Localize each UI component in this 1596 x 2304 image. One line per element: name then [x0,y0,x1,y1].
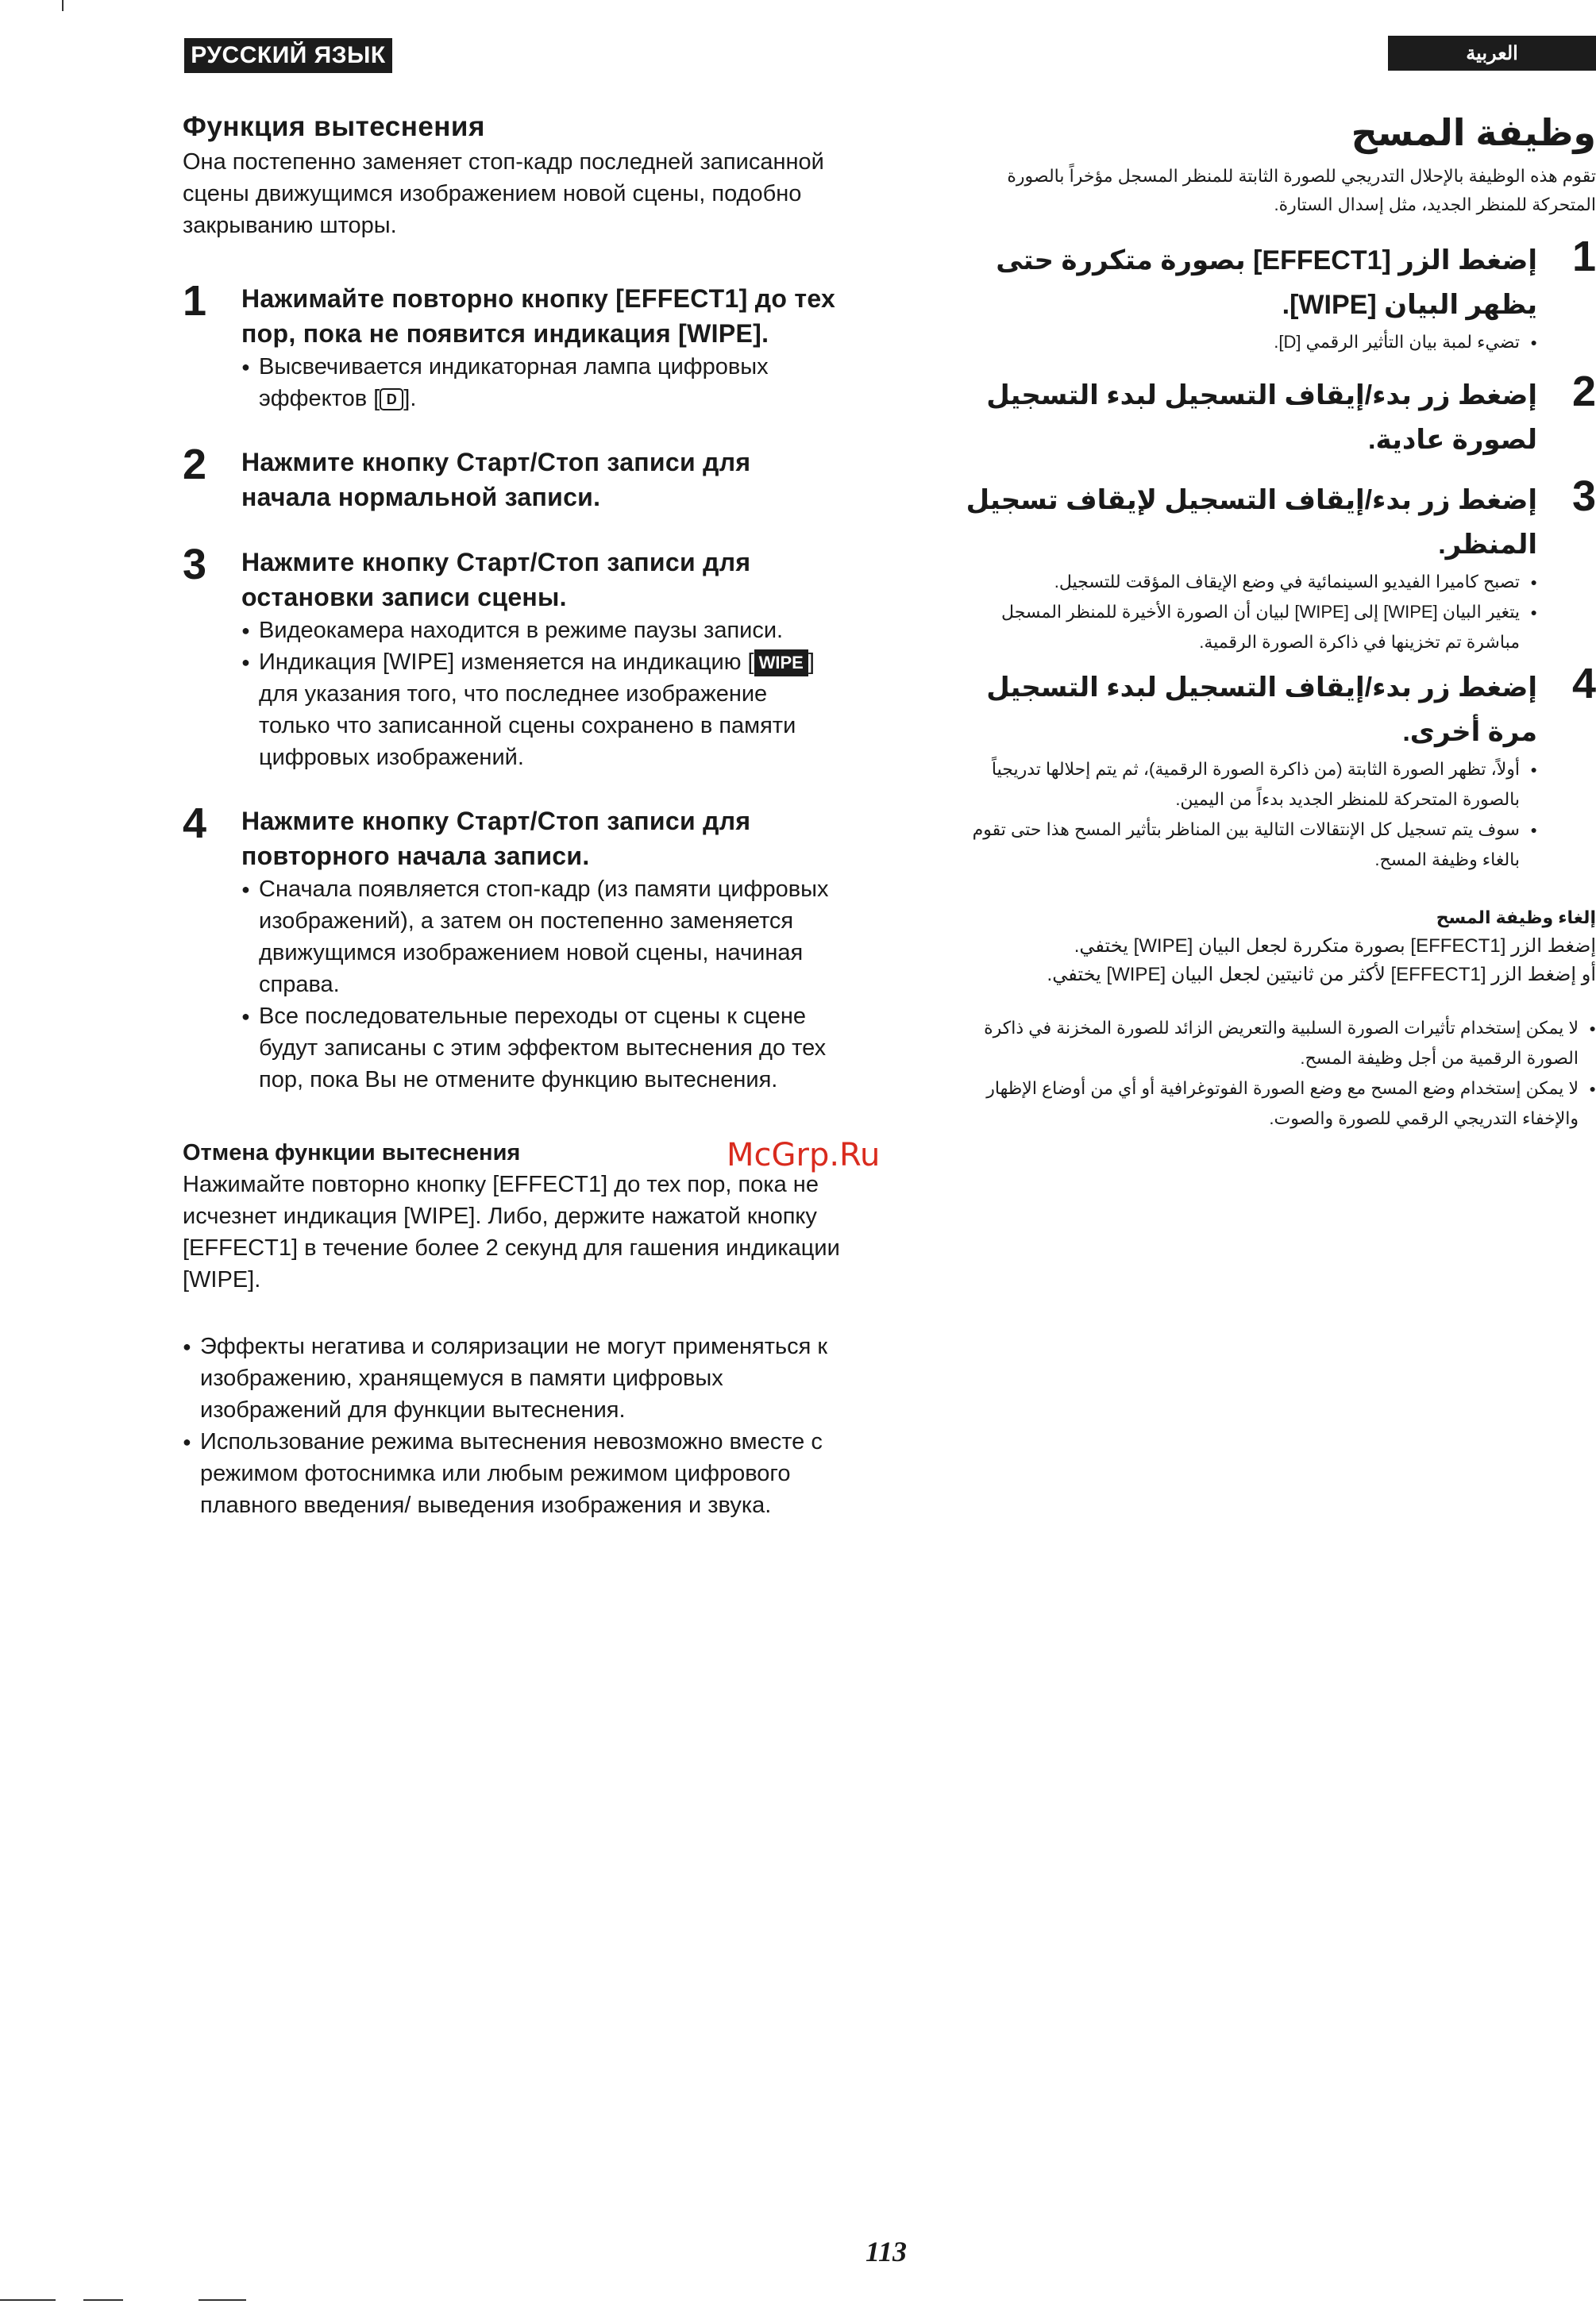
step-note-ar: ● أولاً، تظهر الصورة الثابتة (من ذاكرة الصورة الرقمية)، ثم يتم إحلالها تدريجياً بالصورة المتحركة للمنظر الجديد بدءاً من اليمين. [953,754,1537,815]
step-2 [183,441,842,514]
step-heading-ar: إضغط زر بدء/إيقاف التسجيل لبدء التسجيل لصورة عادية. [986,380,1537,455]
notes-list [183,1331,842,1521]
step-heading: Нажмите кнопку Старт/Стоп записи для повторного начала записи. [241,807,751,870]
watermark: McGrp.Ru [727,1137,881,1173]
cancel-line-ar: إضغط الزر [EFFECT1] بصورة متكررة لجعل البيان [WIPE] يختفي. [1074,935,1596,957]
step-heading: Нажимайте повторно кнопку [EFFECT1] до тех пор, пока не появится индикация [WIPE]. [241,284,836,348]
digital-effect-icon: D [380,388,403,410]
crop-mark [199,2299,246,2301]
step-note: ● Видеокамера находится в режиме паузы записи. [241,615,842,646]
section-title-ar: وظيفة المسح [1351,112,1596,153]
step-heading: Нажмите кнопку Старт/Стоп записи для начала нормальной записи. [241,448,751,511]
step-1 [183,277,842,414]
intro-text: Она постепенно заменяет стоп-кадр последней записанной сцены движущимся изображением новой сцены, подобно закрыванию шторы. [183,149,824,238]
step-heading: Нажмите кнопку Старт/Стоп записи для остановки записи сцены. [241,548,751,611]
step-number-ar: 1 [1571,233,1596,280]
step-3 [183,541,842,773]
arabic-column [953,111,1596,1134]
note-item-ar: ● لا يمكن إستخدام وضع المسح مع وضع الصورة الفوتوغرافية أو أي من أوضاع الإظهار والإخفاء التدريجي الرقمي للصورة والصوت. [953,1073,1596,1134]
step-note: ● Индикация [WIPE] изменяется на индикацию [ WIPE ] для указания того, что последнее изображение только что записанной сцены сохранено в памяти цифровых изображений. [241,646,842,773]
note-item: ● Эффекты негатива и соляризации не могут применяться к изображению, хранящемуся в памяти цифровых изображений для функции вытеснения. [183,1331,842,1426]
step-4 [183,799,842,1096]
page-number: 113 [865,2236,908,2267]
crop-mark [62,0,64,11]
step-number: 4 [183,799,207,847]
step-number: 2 [183,441,207,488]
step-note-ar: ● سوف يتم تسجيل كل الإنتقالات التالية بين المناظر بتأثير المسح هذا حتى تقوم بالغاء وظيفة المسح. [953,815,1537,875]
step-note-ar: ● تضيء لمبة بيان التأثير الرقمي [D]. [953,327,1537,357]
step-number-ar: 4 [1571,660,1596,707]
section-title: Функция вытеснения [183,111,485,142]
step-number: 3 [183,541,207,588]
ar-step-3 [953,472,1596,657]
language-badge-russian: РУССКИЙ ЯЗЫК [184,38,392,73]
ar-step-2 [953,368,1596,462]
step-note: ● Сначала появляется стоп-кадр (из памяти цифровых изображений), а затем он постепенно заменяется движущимся изображением новой сцены, начиная справа. [241,873,842,1000]
step-number-ar: 2 [1571,368,1596,415]
step-number-ar: 3 [1571,472,1596,520]
crop-mark [0,2299,56,2301]
crop-mark [83,2299,123,2301]
cancel-title-ar: إلغاء وظيفة المسح [1436,907,1596,927]
step-note: ● Высвечивается индикаторная лампа цифровых эффектов [ D ]. [241,351,842,414]
note-item-ar: ● لا يمكن إستخدام تأثيرات الصورة السلبية والتعريض الزائد للصورة المخزنة في ذاكرة الصورة الرقمية من أجل وظيفة المسح. [953,1013,1596,1073]
step-note: ● Все последовательные переходы от сцены к сцене будут записаны с этим эффектом вытеснения до тех пор, пока Вы не отмените функцию вытеснения. [241,1000,842,1096]
intro-text-ar: تقوم هذه الوظيفة بالإحلال التدريجي للصورة الثابتة للمنظر المسجل مؤخراً بالصورة المتحركة للمنظر الجديد، مثل إسدال الستارة. [1007,166,1596,214]
step-number: 1 [183,277,207,325]
language-badge-arabic: العربية [1388,36,1596,71]
step-note-ar: ● يتغير البيان [WIPE] إلى [WIPE] لبيان أن الصورة الأخيرة للمنظر المسجل مباشرة تم تخزينها في ذاكرة الصورة الرقمية. [953,597,1537,657]
step-heading-ar: إضغط زر بدء/إيقاف التسجيل لإيقاف تسجيل المنظر. [966,485,1537,560]
cancel-line-ar: أو إضغط الزر [EFFECT1] لأكثر من ثانيتين لجعل البيان [WIPE] يختفي. [1047,964,1596,985]
cancel-title: Отмена функции вытеснения [183,1140,521,1165]
cancel-section-ar [953,903,1596,989]
step-heading-ar: إضغط الزر [EFFECT1] بصورة متكررة حتى يظهر البيان [WIPE]. [996,245,1537,320]
step-note-ar: ● تصبح كاميرا الفيديو السينمائية في وضع الإيقاف المؤقت للتسجيل. [953,567,1537,597]
russian-column [183,111,842,1521]
ar-step-4 [953,660,1596,875]
wipe-indicator-icon: WIPE [754,649,808,676]
ar-step-1 [953,233,1596,357]
notes-list-ar [953,1013,1596,1134]
cancel-text: Нажимайте повторно кнопку [EFFECT1] до тех пор, пока не исчезнет индикация [WIPE]. Либо, держите нажатой кнопку [EFFECT1] в течение более 2 секунд для гашения индикации [WIPE]. [183,1172,840,1293]
note-item: ● Использование режима вытеснения невозможно вместе с режимом фотоснимка или любым режимом цифрового плавного введения/ выведения изображения и звука. [183,1426,842,1521]
step-heading-ar: إضغط زر بدء/إيقاف التسجيل لبدء التسجيل مرة أخرى. [986,672,1537,747]
